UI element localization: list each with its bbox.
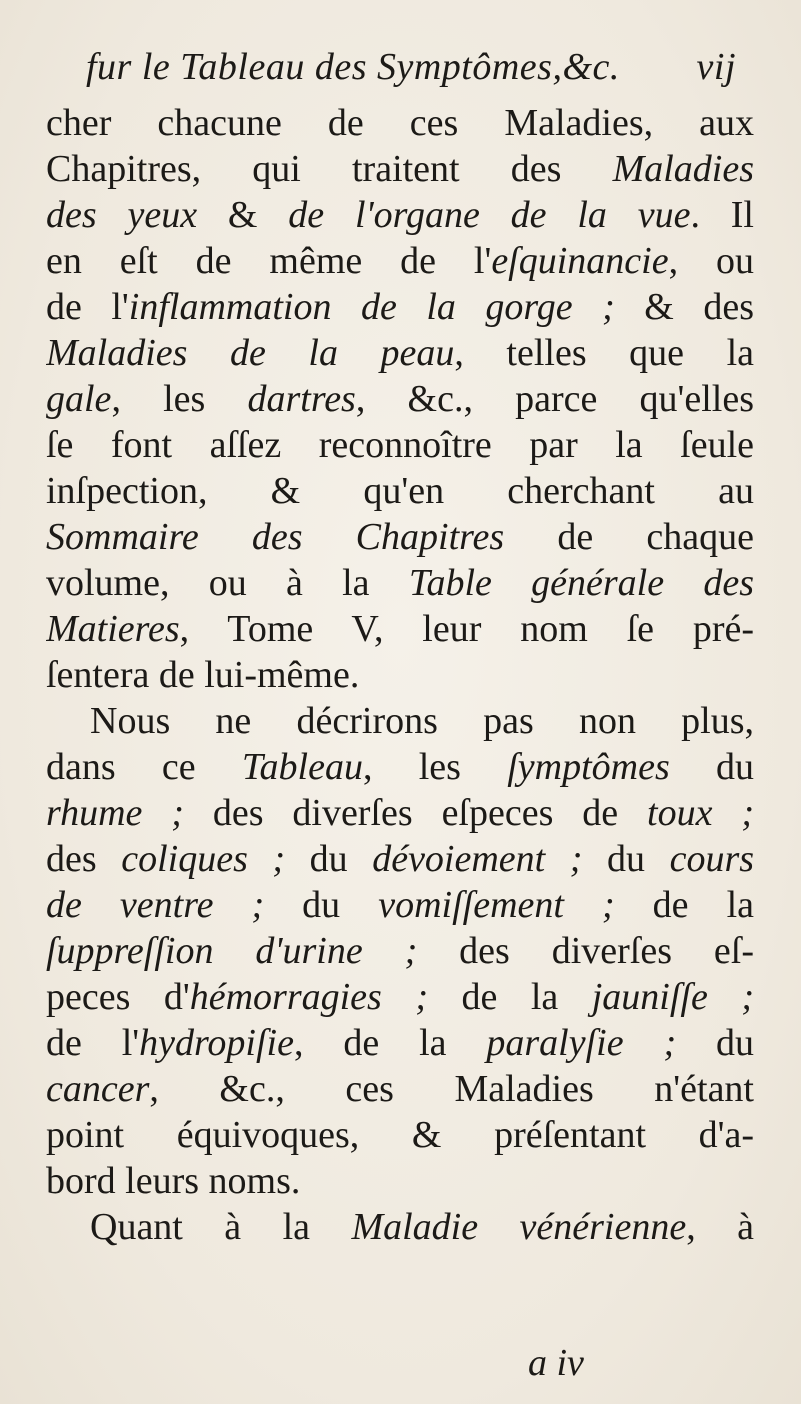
- text-line: Matieres, Tome V, leur nom ſe pré-: [46, 608, 754, 650]
- text-line: Sommaire des Chapitres de chaque: [46, 516, 754, 558]
- text-line: Nous ne décrirons pas non plus,: [90, 700, 754, 742]
- text-line: Maladies de la peau, telles que la: [46, 332, 754, 374]
- text-line: des coliques ; du dévoiement ; du cours: [46, 838, 754, 880]
- text-line: gale, les dartres, &c., parce qu'elles: [46, 378, 754, 420]
- text-line: point équivoques, & préſentant d'a-: [46, 1114, 754, 1156]
- running-head-title: fur le Tableau des Symptômes,&c.: [86, 46, 620, 88]
- text-line: bord leurs noms.: [46, 1160, 301, 1202]
- text-line: ſentera de lui-même.: [46, 654, 360, 696]
- text-line: de l'hydropiſie, de la paralyſie ; du: [46, 1022, 754, 1064]
- text-line: peces d'hémorragies ; de la jauniſſe ;: [46, 976, 754, 1018]
- page-number: vij: [696, 46, 736, 88]
- text-line: de ventre ; du vomiſſement ; de la: [46, 884, 754, 926]
- text-line: Chapitres, qui traitent des Maladies: [46, 148, 754, 190]
- text-line: Quant à la Maladie vénérienne, à: [90, 1206, 754, 1248]
- text-line: des yeux & de l'organe de la vue. Il: [46, 194, 754, 236]
- text-line: ſuppreſſion d'urine ; des diverſes eſ-: [46, 930, 754, 972]
- text-line: ſe font aſſez reconnoître par la ſeule: [46, 424, 754, 466]
- text-line: en eſt de même de l'eſquinancie, ou: [46, 240, 754, 282]
- text-line: cher chacune de ces Maladies, aux: [46, 102, 754, 144]
- text-line: dans ce Tableau, les ſymptômes du: [46, 746, 754, 788]
- text-line: volume, ou à la Table générale des: [46, 562, 754, 604]
- text-line: inſpection, & qu'en cherchant au: [46, 470, 754, 512]
- running-head: [86, 42, 736, 92]
- signature-mark: a iv: [528, 1342, 584, 1384]
- text-line: rhume ; des diverſes eſpeces de toux ;: [46, 792, 754, 834]
- text-line: de l'inflammation de la gorge ; & des: [46, 286, 754, 328]
- text-line: cancer, &c., ces Maladies n'étant: [46, 1068, 754, 1110]
